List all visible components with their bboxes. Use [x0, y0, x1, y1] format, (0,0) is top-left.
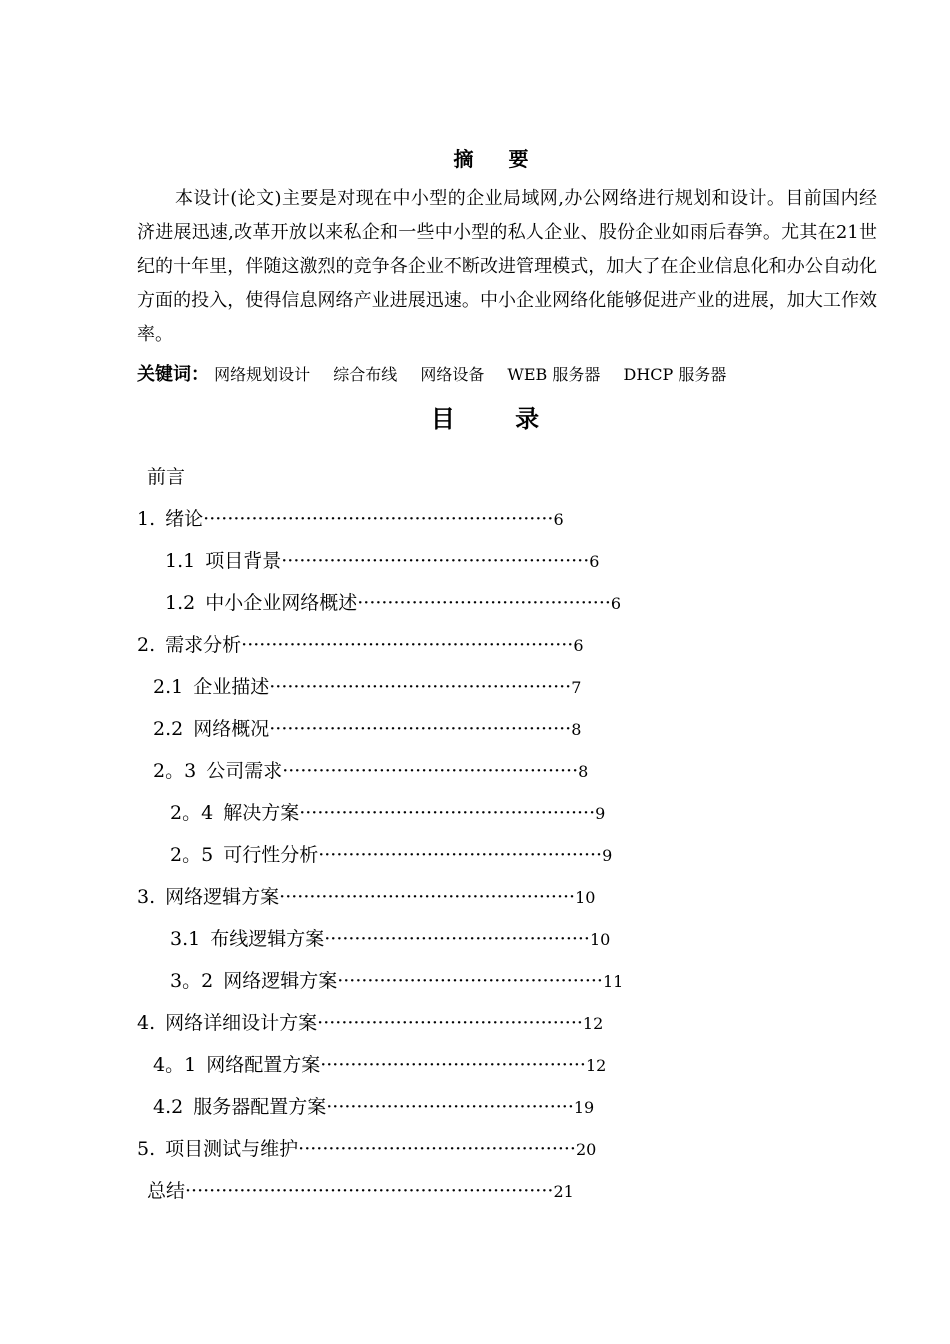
toc-page-number: 8	[578, 762, 589, 781]
toc-entry-title: 布线逻辑方案	[210, 928, 325, 950]
toc-page-number: 6	[553, 510, 564, 529]
toc-entry-number: 1.2	[165, 592, 196, 614]
abstract-paragraph: 本设计(论文)主要是对现在中小型的企业局域网,办公网络进行规划和设计。目前国内经济进展迅速,改革开放以来私企和一些中小型的私人企业、股份企业如雨后春笋。尤其在21世纪的十年里，伴随这激烈的竞争各企业不断改进管理模式，加大了在企业信息化和办公自动化方面的投入，使得信息网络产业进展迅速。中小企业网络化能够促进产业的进展，加大工作效率。	[137, 188, 877, 345]
toc-leader-dots: ··················································	[269, 718, 572, 740]
keyword-item: 网络设备	[420, 365, 485, 384]
toc-entry-number: 3。2	[170, 970, 214, 992]
toc-entry-title: 绪论	[165, 508, 204, 530]
toc-entry[interactable]	[165, 588, 621, 618]
toc-entry[interactable]	[153, 756, 588, 786]
toc-entry[interactable]	[137, 504, 564, 534]
toc-entry-title: 项目背景	[205, 550, 282, 572]
toc-entry-title: 服务器配置方案	[193, 1096, 327, 1118]
toc-page-number: 8	[571, 720, 582, 739]
toc-entry-number: 2。3	[153, 760, 197, 782]
toc-entry-title: 需求分析	[165, 634, 242, 656]
toc-entry-title: 企业描述	[193, 676, 270, 698]
toc-page-number: 6	[610, 594, 622, 613]
toc-leader-dots: ··········································	[357, 592, 611, 614]
toc-entry-title: 总结	[147, 1180, 186, 1202]
toc-leader-dots: ·················································	[299, 802, 596, 824]
toc-leader-dots: ···············································	[318, 844, 603, 866]
toc-page-number: 19	[573, 1098, 595, 1117]
toc-page-number: 21	[553, 1182, 574, 1201]
keyword-item: DHCP 服务器	[623, 365, 727, 384]
keywords-label: 关键词：	[137, 364, 209, 385]
toc-entry-number: 2.	[137, 634, 156, 656]
keywords-line	[137, 360, 744, 386]
toc-entry[interactable]	[170, 840, 612, 870]
toc-entry[interactable]	[137, 462, 185, 492]
toc-leader-dots: ············································	[324, 928, 590, 950]
toc-entry[interactable]	[137, 882, 595, 912]
abstract-heading: 摘 要	[453, 147, 543, 171]
toc-entry[interactable]	[137, 1134, 596, 1164]
keyword-item: 网络规划设计	[214, 365, 311, 384]
toc-page-number: 10	[589, 930, 611, 949]
toc-leader-dots: ·····························································	[185, 1180, 554, 1202]
toc-entry[interactable]	[153, 1050, 606, 1080]
toc-entry-title: 公司需求	[206, 760, 283, 782]
toc-entry[interactable]	[137, 1176, 574, 1206]
toc-entry[interactable]	[165, 546, 599, 576]
toc-leader-dots: ············································	[317, 1012, 583, 1034]
toc-page-number: 12	[582, 1014, 604, 1033]
toc-leader-dots: ·······················································	[241, 634, 574, 656]
toc-entry-number: 3.1	[170, 928, 201, 950]
toc-entry[interactable]	[170, 798, 605, 828]
keyword-item: 综合布线	[333, 365, 398, 384]
toc-page-number: 12	[585, 1056, 607, 1075]
toc-entry-title: 网络逻辑方案	[165, 886, 280, 908]
toc-page-number: 9	[602, 846, 613, 865]
toc-entry-number: 2。5	[170, 844, 214, 866]
toc-leader-dots: ············································	[337, 970, 603, 992]
toc-entry[interactable]	[137, 1008, 603, 1038]
toc-leader-dots: ··················································	[269, 676, 572, 698]
toc-entry-number: 3.	[137, 886, 156, 908]
toc-entry-title: 网络配置方案	[206, 1054, 321, 1076]
toc-entry-title: 可行性分析	[223, 844, 319, 866]
toc-entry-title: 项目测试与维护	[165, 1138, 299, 1160]
toc-leader-dots: ··························································	[203, 508, 554, 530]
toc-page-number: 7	[571, 678, 582, 697]
toc-page-number: 20	[575, 1140, 597, 1159]
keyword-item: WEB 服务器	[507, 365, 601, 384]
toc-page-number: 6	[589, 552, 600, 571]
toc-entry[interactable]	[170, 924, 610, 954]
toc-entry-number: 1.	[137, 508, 156, 530]
toc-page-number: 10	[575, 888, 596, 907]
toc-page-number: 9	[595, 804, 606, 823]
toc-entry-number: 4.	[137, 1012, 156, 1034]
toc-leader-dots: ··············································	[298, 1138, 576, 1160]
toc-entry-title: 网络概况	[193, 718, 270, 740]
toc-entry[interactable]	[153, 1092, 594, 1122]
toc-entry-title: 网络详细设计方案	[165, 1012, 318, 1034]
toc-entry-number: 4。1	[153, 1054, 197, 1076]
toc-leader-dots: ·················································	[282, 760, 579, 782]
toc-leader-dots: ·················································	[279, 886, 576, 908]
toc-entry-title: 解决方案	[223, 802, 300, 824]
toc-entry-number: 2。4	[170, 802, 214, 824]
toc-entry[interactable]	[170, 966, 623, 996]
toc-entry-number: 4.2	[153, 1096, 184, 1118]
toc-entry[interactable]	[153, 714, 581, 744]
toc-entry-title: 网络逻辑方案	[223, 970, 338, 992]
toc-page-number: 6	[573, 636, 584, 655]
toc-entry-number: 2.1	[153, 676, 184, 698]
toc-leader-dots: ···················································	[281, 550, 590, 572]
toc-leader-dots: ············································	[320, 1054, 586, 1076]
toc-entry-number: 1.1	[165, 550, 196, 572]
toc-page-number: 11	[602, 972, 624, 991]
toc-heading: 目 录	[430, 405, 566, 433]
toc-entry-number: 5.	[137, 1138, 156, 1160]
toc-entry-title: 前言	[147, 466, 186, 488]
toc-entry-number: 2.2	[153, 718, 184, 740]
toc-leader-dots: ·········································	[326, 1096, 574, 1118]
toc-entry[interactable]	[137, 630, 584, 660]
toc-entry[interactable]	[153, 672, 581, 702]
toc-entry-title: 中小企业网络概述	[205, 592, 358, 614]
